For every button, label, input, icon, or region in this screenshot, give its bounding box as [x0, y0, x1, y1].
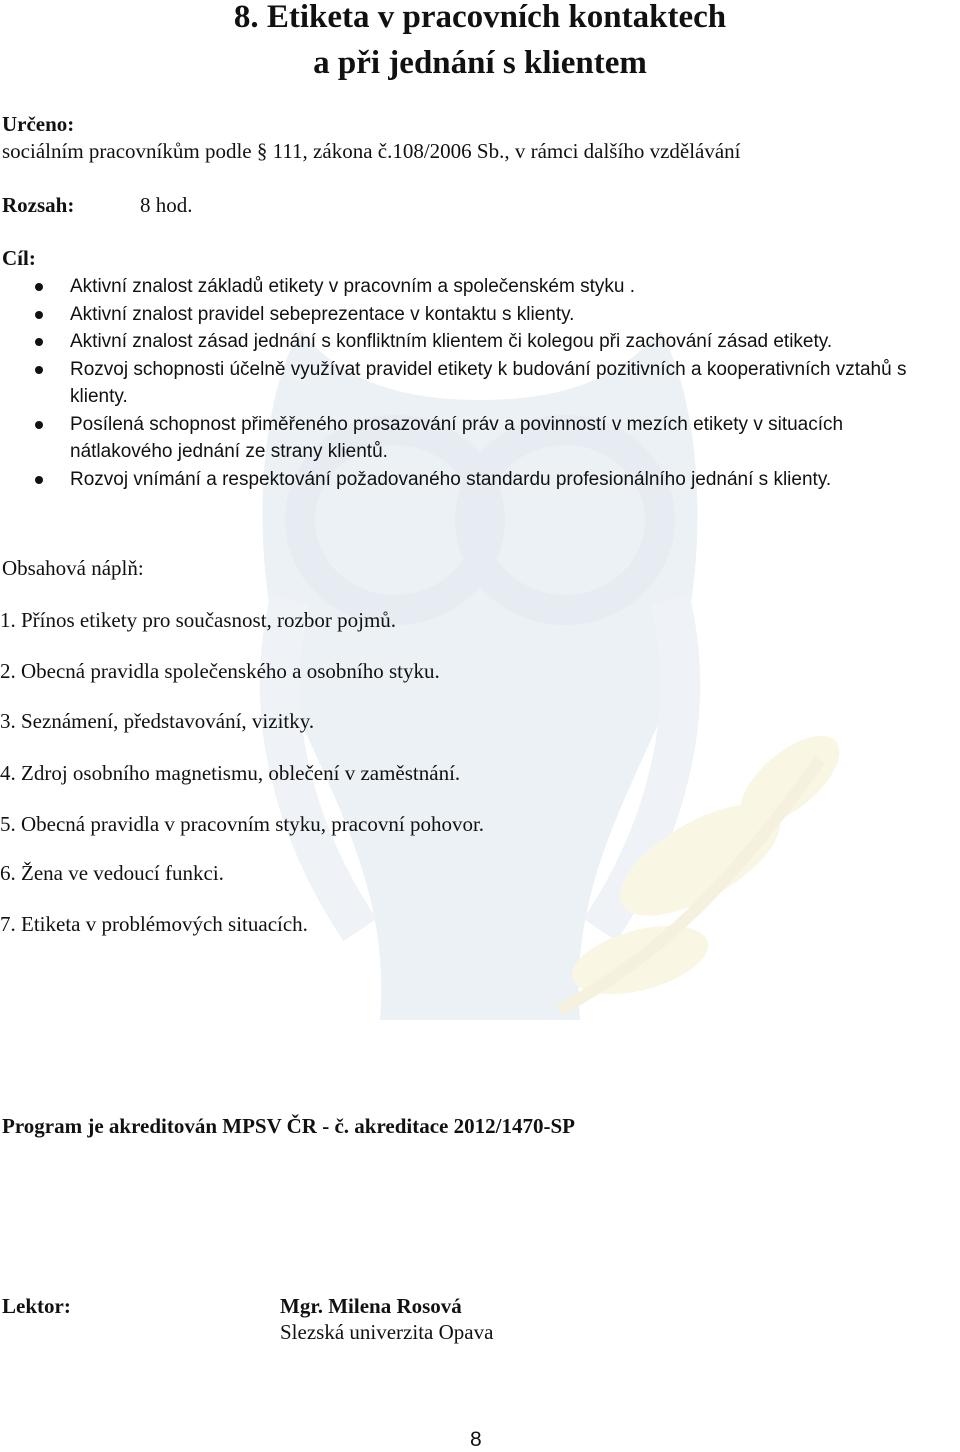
content-item-2: 2. Obecná pravidla společenského a osobního styku.	[0, 659, 440, 683]
page-number: 8	[470, 1428, 482, 1451]
rozsah-value: 8 hod.	[140, 193, 193, 217]
accreditation-statement: Program je akreditován MPSV ČR - č. akreditace 2012/1470-SP	[2, 1114, 575, 1138]
cil-label: Cíl:	[2, 246, 36, 270]
content-item-1: 1. Přínos etikety pro současnost, rozbor pojmů.	[0, 608, 397, 632]
content-item-4: 4. Zdroj osobního magnetismu, oblečení v zaměstnání.	[0, 761, 461, 785]
rozsah-label: Rozsah:	[2, 193, 75, 217]
lektor-label: Lektor:	[2, 1294, 71, 1318]
content-item-3: 3. Seznámení, představování, vizitky.	[0, 709, 315, 733]
content-item-7: 7. Etiketa v problémových situacích.	[0, 912, 308, 936]
goal-item: Aktivní znalost pravidel sebeprezentace v kontaktu s klienty.	[0, 301, 960, 329]
bullet-icon	[35, 311, 43, 319]
page-title-line-2: a při jednání s klientem	[313, 45, 647, 81]
urceno-text: sociálním pracovníkům podle § 111, zákona č.108/2006 Sb., v rámci dalšího vzdělávání	[2, 139, 741, 163]
lektor-institution: Slezská univerzita Opava	[280, 1320, 494, 1344]
goals-list	[0, 273, 960, 493]
page-title-line-1: 8. Etiketa v pracovních kontaktech	[233, 0, 727, 35]
goal-item: Rozvoj schopnosti účelně využívat pravidel etikety k budování pozitivních a kooperativních vztahů s klienty.	[0, 356, 950, 411]
goal-item: Aktivní znalost základů etikety v pracovním a společenském styku .	[0, 273, 960, 301]
goal-item: Rozvoj vnímání a respektování požadovaného standardu profesionálního jednání s klienty.	[0, 466, 960, 494]
goal-item: Posílená schopnost přiměřeného prosazování práv a povinností v mezích etikety v situacích nátlakového jednání ze strany klientů.	[0, 411, 950, 466]
urceno-label: Určeno:	[2, 112, 75, 136]
lektor-name: Mgr. Milena Rosová	[280, 1294, 462, 1318]
goal-item: Aktivní znalost zásad jednání s konfliktním klientem či kolegou při zachování zásad etikety.	[0, 328, 960, 356]
bullet-icon	[35, 366, 43, 374]
content-item-5: 5. Obecná pravidla v pracovním styku, pracovní pohovor.	[0, 812, 485, 836]
content-item-6: 6. Žena ve vedoucí funkci.	[0, 861, 224, 885]
bullet-icon	[35, 476, 43, 484]
bullet-icon	[35, 338, 43, 346]
bullet-icon	[35, 421, 43, 429]
bullet-icon	[35, 283, 43, 291]
obsah-label: Obsahová náplň:	[2, 556, 144, 580]
